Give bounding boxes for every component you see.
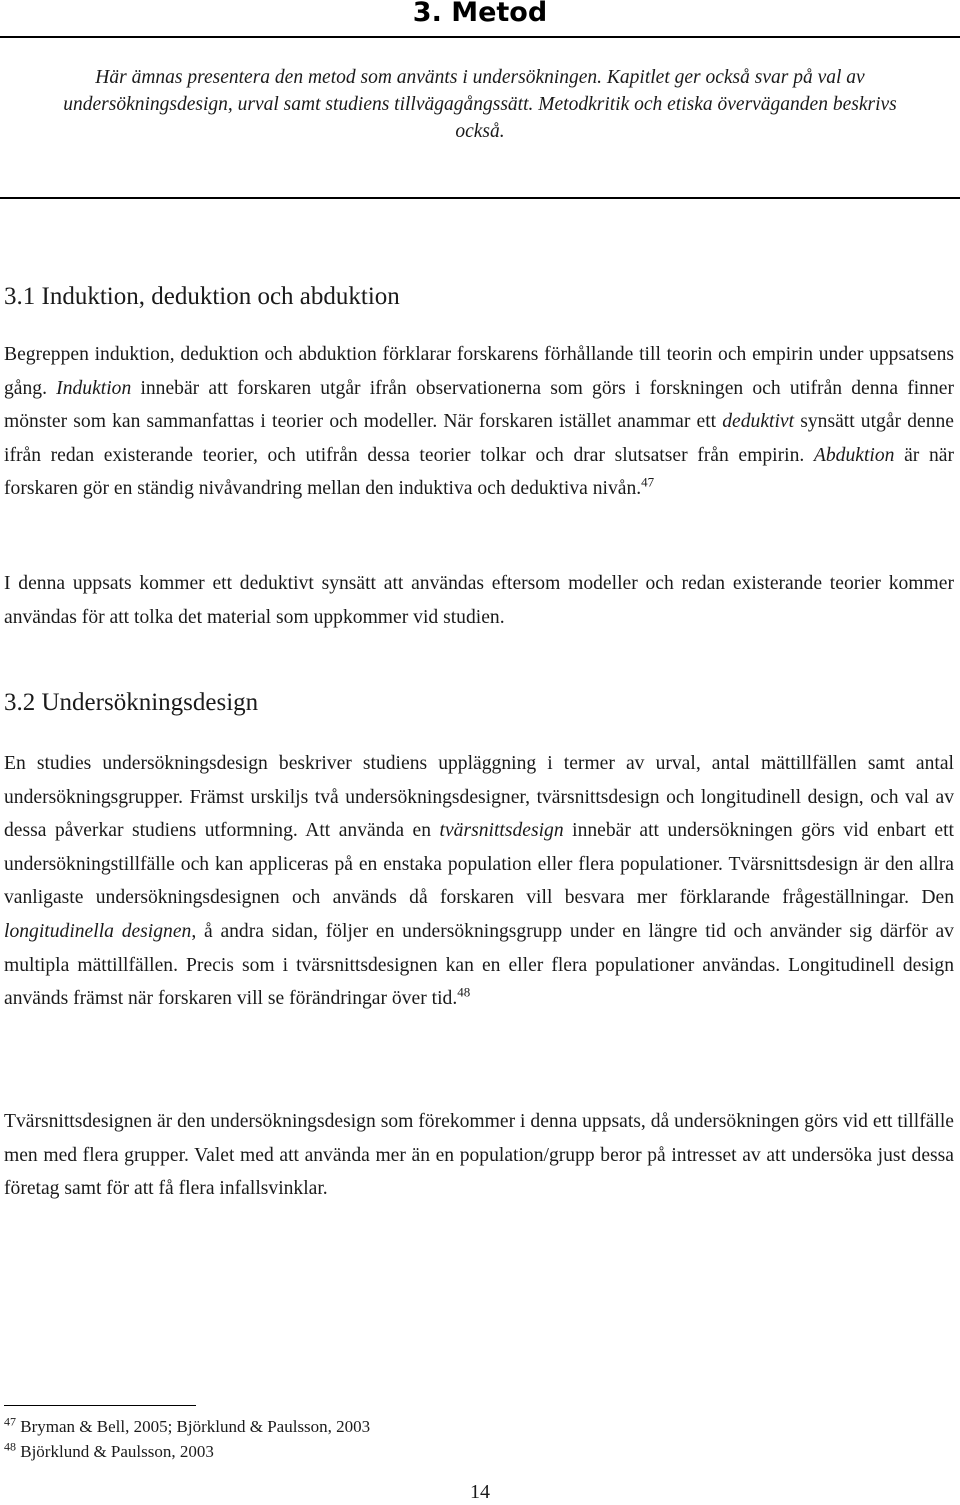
paragraph-text: synsätt utgår denne ifrån redan existerande teorier, och utifrån dessa teorier tolkar och drar slutsatser från empirin. <box>4 411 955 466</box>
footnote-text: Björklund & Paulsson, 2003 <box>20 1442 214 1461</box>
page-number: 14 <box>470 1481 490 1503</box>
intro-rule <box>0 197 960 199</box>
paragraph-chosen-design: Tvärsnittsdesignen är den undersökningsdesign som förekommer i denna uppsats, då undersökningen görs vid ett tillfälle men med flera grupper. Valet med att använda mer än en population/grupp beror på intresset av att undersöka just dessa företag samt för att få flera infallsvinklar. <box>4 1111 954 1200</box>
paragraph-research-design <box>4 747 954 1016</box>
chapter-title: 3. Metod <box>412 0 548 28</box>
footnote-separator <box>4 1405 196 1406</box>
paragraph-text: En studies undersökningsdesign beskriver studiens uppläggning i termer av urval, antal mättillfällen samt antal undersökningsgrupper. Främst urskiljs två undersökningsdesigner, tvärsnittsdesign och longitudinell design, och val av dessa påverkar studiens utformning. Att använda en <box>4 753 954 842</box>
paragraph-deductive-approach: I denna uppsats kommer ett deduktivt synsätt att användas eftersom modeller och redan existerande teorier kommer användas för att tolka det material som uppkommer vid studien. <box>4 573 954 628</box>
term-abduktion: Abduktion <box>813 444 895 466</box>
paragraph-text: innebär att undersökningen görs vid enbart ett undersökningstillfälle och kan appliceras på en enstaka population eller flera populationer. Tvärsnittsdesign är den allra vanligaste undersökningsdesignen och används då forskaren vill besvara mer förklarande frågeställningar. Den <box>4 820 954 909</box>
paragraph-text: är när forskaren gör en ständig nivåvandring mellan den induktiva och deduktiva nivån. <box>4 444 954 500</box>
footnote-number: 47 <box>4 1414 16 1429</box>
footnotes <box>4 1414 370 1464</box>
footnote-reference-48[interactable]: 48 <box>457 984 471 1000</box>
paragraph-text: Begreppen induktion, deduktion och abduktion förklarar forskarens förhållande till teorin och empirin under uppsatsens gång. <box>4 344 954 399</box>
top-rule <box>0 36 960 38</box>
footnote-reference-47[interactable]: 47 <box>641 474 655 490</box>
footnote-47 <box>4 1414 370 1439</box>
footnote-text: Bryman & Bell, 2005; Björklund & Paulsson, 2003 <box>20 1417 371 1436</box>
paragraph-induction-deduction <box>4 338 954 506</box>
term-tvarsnittsdesign: tvärsnittsdesign <box>439 820 564 842</box>
footnote-number: 48 <box>4 1439 16 1454</box>
term-deduktivt: deduktivt <box>722 411 795 433</box>
paragraph-text: , å andra sidan, följer en undersökningsgrupp under en längre tid och använder sig därför av multipla mättillfällen. Precis som i tvärsnittsdesignen kan en eller flera populationer användas. Longitudinell design används främst när forskaren vill se förändringar över tid. <box>4 920 954 1010</box>
section-heading-3-2: 3.2 Undersökningsdesign <box>4 689 259 716</box>
term-longitudinella-designen: longitudinella designen <box>4 920 192 942</box>
paragraph-text: innebär att forskaren utgår ifrån observationerna som görs i forskningen och utifrån denna finner mönster som kan sammanfattas i teorier och modeller. När forskaren istället anammar ett <box>4 377 954 433</box>
footnote-48 <box>4 1439 370 1464</box>
chapter-intro: Här ämnas presentera den metod som använts i undersökningen. Kapitlet ger också svar på val av undersökningsdesign, urval samt studiens tillvägagångssätt. Metodkritik och etiska överväganden beskrivs också. <box>63 67 897 142</box>
section-heading-3-1: 3.1 Induktion, deduktion och abduktion <box>4 283 400 310</box>
term-induktion: Induktion <box>56 377 132 399</box>
